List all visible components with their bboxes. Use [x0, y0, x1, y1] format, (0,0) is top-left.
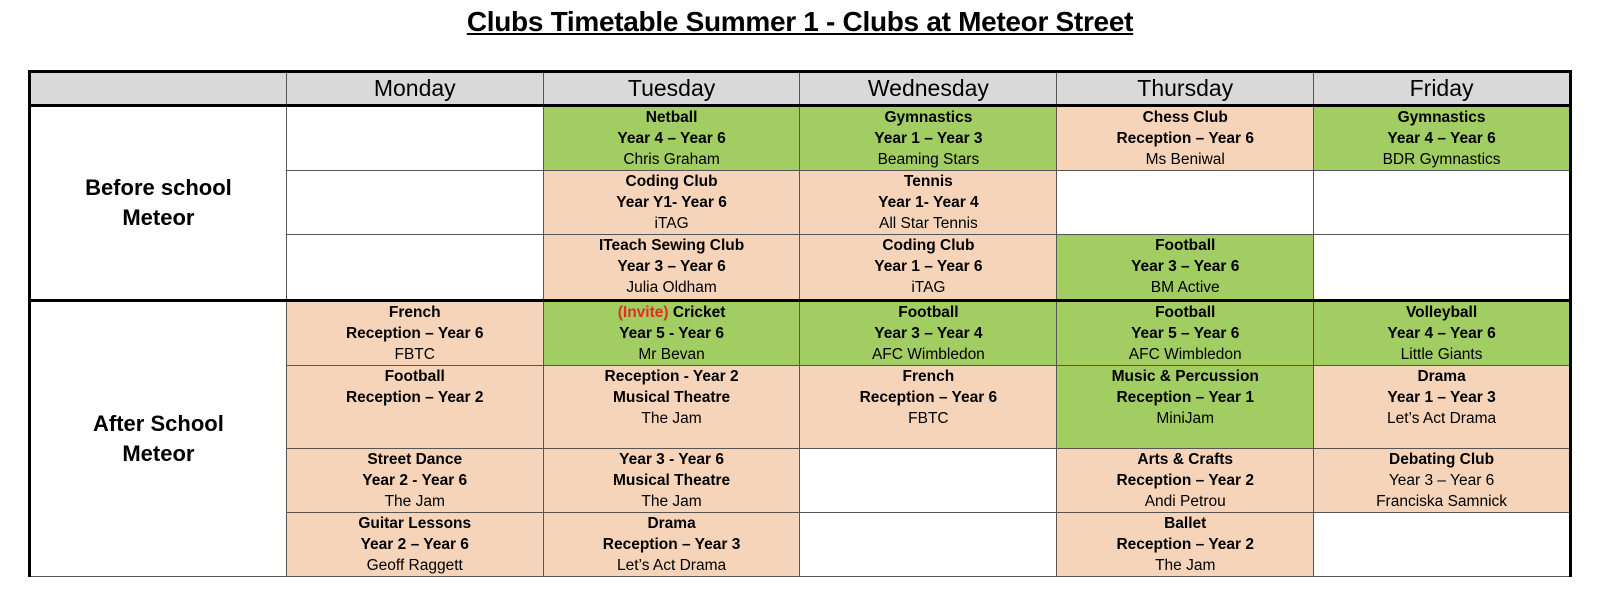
club-cell: Year 3 - Year 6 Musical Theatre The Jam	[543, 449, 800, 513]
club-cell-empty	[1314, 235, 1571, 301]
club-cell: Arts & Crafts Reception – Year 2 Andi Petrou	[1057, 449, 1314, 513]
day-header-row	[30, 72, 1571, 106]
club-cell: Debating Club Year 3 – Year 6 Franciska Samnick	[1314, 449, 1571, 513]
day-header-tuesday: Tuesday	[543, 72, 800, 106]
club-cell-empty	[800, 449, 1057, 513]
club-cell: Football Year 3 – Year 6 BM Active	[1057, 235, 1314, 301]
club-cell: Gymnastics Year 1 – Year 3 Beaming Stars	[800, 106, 1057, 171]
corner-cell	[30, 72, 287, 106]
club-cell: French Reception – Year 6 FBTC	[800, 366, 1057, 449]
club-cell: Football Reception – Year 2	[286, 366, 543, 449]
day-header-friday: Friday	[1314, 72, 1571, 106]
club-cell-empty	[800, 513, 1057, 577]
section-label-before-school: Before school Meteor	[30, 106, 287, 301]
timetable-row	[30, 301, 1571, 366]
club-cell: Coding Club Year 1 – Year 6 iTAG	[800, 235, 1057, 301]
club-cell: (Invite) Cricket Year 5 - Year 6 Mr Bevan	[543, 301, 800, 366]
club-cell: Drama Year 1 – Year 3 Let’s Act Drama	[1314, 366, 1571, 449]
club-cell-empty	[286, 171, 543, 235]
club-cell: Netball Year 4 – Year 6 Chris Graham	[543, 106, 800, 171]
club-cell: Volleyball Year 4 – Year 6 Little Giants	[1314, 301, 1571, 366]
section-label-after-school: After School Meteor	[30, 301, 287, 577]
day-header-thursday: Thursday	[1057, 72, 1314, 106]
day-header-wednesday: Wednesday	[800, 72, 1057, 106]
timetable-row	[30, 106, 1571, 171]
day-header-monday: Monday	[286, 72, 543, 106]
club-cell: Street Dance Year 2 - Year 6 The Jam	[286, 449, 543, 513]
invite-close-paren: )	[663, 304, 669, 321]
club-cell: French Reception – Year 6 FBTC	[286, 301, 543, 366]
club-cell: Guitar Lessons Year 2 – Year 6 Geoff Raggett	[286, 513, 543, 577]
club-cell: Music & Percussion Reception – Year 1 MiniJam	[1057, 366, 1314, 449]
club-cell-empty	[1314, 513, 1571, 577]
club-cell: Football Year 5 – Year 6 AFC Wimbledon	[1057, 301, 1314, 366]
club-cell-empty	[286, 106, 543, 171]
invite-label: Invite	[622, 304, 664, 321]
club-cell: Ballet Reception – Year 2 The Jam	[1057, 513, 1314, 577]
club-cell: ITeach Sewing Club Year 3 – Year 6 Julia Oldham	[543, 235, 800, 301]
club-cell-empty	[286, 235, 543, 301]
club-cell: Tennis Year 1- Year 4 All Star Tennis	[800, 171, 1057, 235]
club-cell: Reception - Year 2 Musical Theatre The Jam	[543, 366, 800, 449]
clubs-timetable	[28, 70, 1572, 577]
club-cell: Chess Club Reception – Year 6 Ms Beniwal	[1057, 106, 1314, 171]
club-cell: Coding Club Year Y1- Year 6 iTAG	[543, 171, 800, 235]
club-cell: Drama Reception – Year 3 Let’s Act Drama	[543, 513, 800, 577]
club-cell-empty	[1314, 171, 1571, 235]
invite-open-paren: (	[617, 304, 623, 321]
club-cell-empty	[1057, 171, 1314, 235]
page-title: Clubs Timetable Summer 1 - Clubs at Meteor Street	[466, 6, 1134, 37]
club-cell: Football Year 3 – Year 4 AFC Wimbledon	[800, 301, 1057, 366]
club-cell: Gymnastics Year 4 – Year 6 BDR Gymnastics	[1314, 106, 1571, 171]
